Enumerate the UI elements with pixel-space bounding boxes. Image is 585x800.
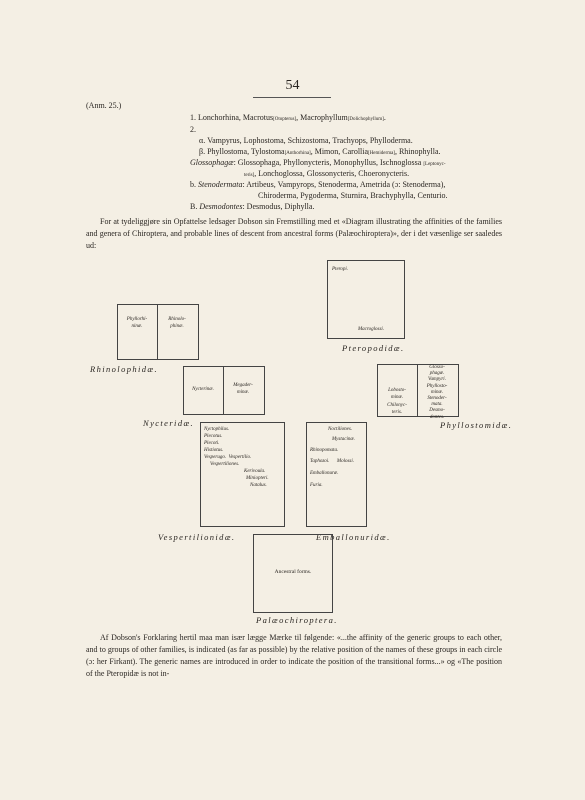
macroglossi-label: Macroglossi.: [358, 327, 385, 332]
vesp-vesperugo: Vesperugo. Vespertilio.: [204, 455, 252, 460]
rhinolophidae-label: Rhinolophidæ.: [90, 364, 159, 374]
list-item-glossophagae: Glossophagæ: Glossophaga, Phyllonycteris, Monophyllus, Ischnoglossa [Leptonyc-: [190, 158, 446, 167]
rhinolophidae-divider: [157, 304, 158, 359]
emb-noctiliones: Noctiliones.: [328, 427, 353, 432]
intro-paragraph: For at tydeliggjøre sin Opfattelse ledsager Dobson sin Fremstilling med et «Diagram illustrating the affinities of the families and genera of Chiroptera, and probable lines of descent from ancestral forms (Palæochiroptera)», der i det væsenlige ser saaledes ud:: [86, 217, 502, 250]
phyllostomidae-label: Phyllostomidæ.: [440, 420, 513, 430]
ancestral-forms-label: Ancestral forms.: [274, 569, 312, 575]
vesp-miniopteri: Miniopteri.: [246, 476, 269, 481]
vesp-plecotus: Plecotus.: [204, 434, 223, 439]
vesp-nyctophilus: Nyctophilus.: [204, 427, 230, 432]
emb-mystacinae: Mystacinæ.: [332, 437, 355, 442]
list-item-beta: β. Phyllostoma, Tylostoma[Anthorhina], Mimon, Carollia[Hemiderma], Rhinophylla.: [199, 147, 441, 156]
lobostominae-label: Lobosto- minæ.: [388, 388, 406, 400]
nycteridae-label: Nycteridæ.: [143, 418, 195, 428]
vesp-vespertiliones: Vespertiliones.: [210, 462, 240, 467]
vesp-histiotus: Histiotus.: [204, 448, 224, 453]
emb-rhinopomata: Rhinopomata.: [310, 448, 339, 453]
vesp-natalus: Natalus.: [250, 483, 267, 488]
list-item-desmodontes: B. Desmodontes: Desmodus, Diphylla.: [190, 202, 315, 211]
list-item-alpha: α. Vampyrus, Lophostoma, Schizostoma, Trachyops, Phylloderma.: [199, 136, 413, 145]
palaeochiroptera-label: Palæochiroptera.: [256, 615, 338, 625]
anm-label: (Anm. 25.): [86, 101, 122, 110]
list-item-2: 2.: [190, 125, 196, 134]
list-item-1: 1. Lonchorhina, Macrotus[Otopterus], Macrophyllum[Dolichophyllum].: [190, 113, 386, 122]
pteropodidae-label: Pteropodidæ.: [342, 343, 405, 353]
emb-emballonurae: Emballonuræ.: [310, 471, 339, 476]
page-number-rule: [253, 97, 331, 98]
vespertilionidae-label: Vespertilionidæ.: [158, 532, 236, 542]
rhinolophidae-box: [117, 304, 199, 360]
phyllorhininae-label: Phyllorhi- ninæ.: [126, 317, 148, 329]
emb-taphozoi-molossi: Taphozoi. Molossi.: [310, 459, 354, 464]
list-item-glossophagae-cont: teris], Lonchoglossa, Glossonycteris, Choeronycteris.: [244, 169, 410, 178]
vesp-plecoti: Plecoti.: [204, 441, 220, 446]
explanation-paragraph: Af Dobson's Forklaring hertil maa man især lægge Mærke til følgende: «...the affinity of the generic groups to each other, and to groups of other families, is indicated (as far as possible) by the relative position of the names of these groups in each circle (ɔ: her Firkant). The generic names are introduced in order to indicate the position of the transitional forms...» og «The position of the Pteropidæ is not in-: [86, 633, 502, 678]
emballonuridae-label: Emballonuridæ.: [316, 532, 391, 542]
nycterinae-label: Nycterinæ.: [192, 387, 214, 392]
list-item-stenodermata: b. Stenodermata: Artibeus, Vampyrops, Stenoderma, Ametrida (ɔ: Stenoderma),: [190, 180, 446, 189]
pteropi-label: Pteropi.: [332, 267, 349, 272]
emb-furia: Furia.: [310, 483, 323, 488]
list-item-stenodermata-cont: Chiroderma, Pygoderma, Sturnira, Brachyphylla, Centurio.: [258, 191, 448, 200]
phyllostominae-groups-label: Glosso- phagæ. Vampyri. Phyllosto- minæ. Stenoder- mata. Desmo- dontes.: [426, 365, 448, 420]
rhinolophinae-label: Rhinolo- phinæ.: [168, 317, 186, 329]
chilonycteris-label: Chilonyc- teris.: [387, 403, 407, 415]
page-number: 54: [285, 78, 300, 93]
megaderminae-label: Megader- minæ.: [233, 383, 253, 395]
vesp-kerivoula: Kerivoula.: [244, 469, 266, 474]
